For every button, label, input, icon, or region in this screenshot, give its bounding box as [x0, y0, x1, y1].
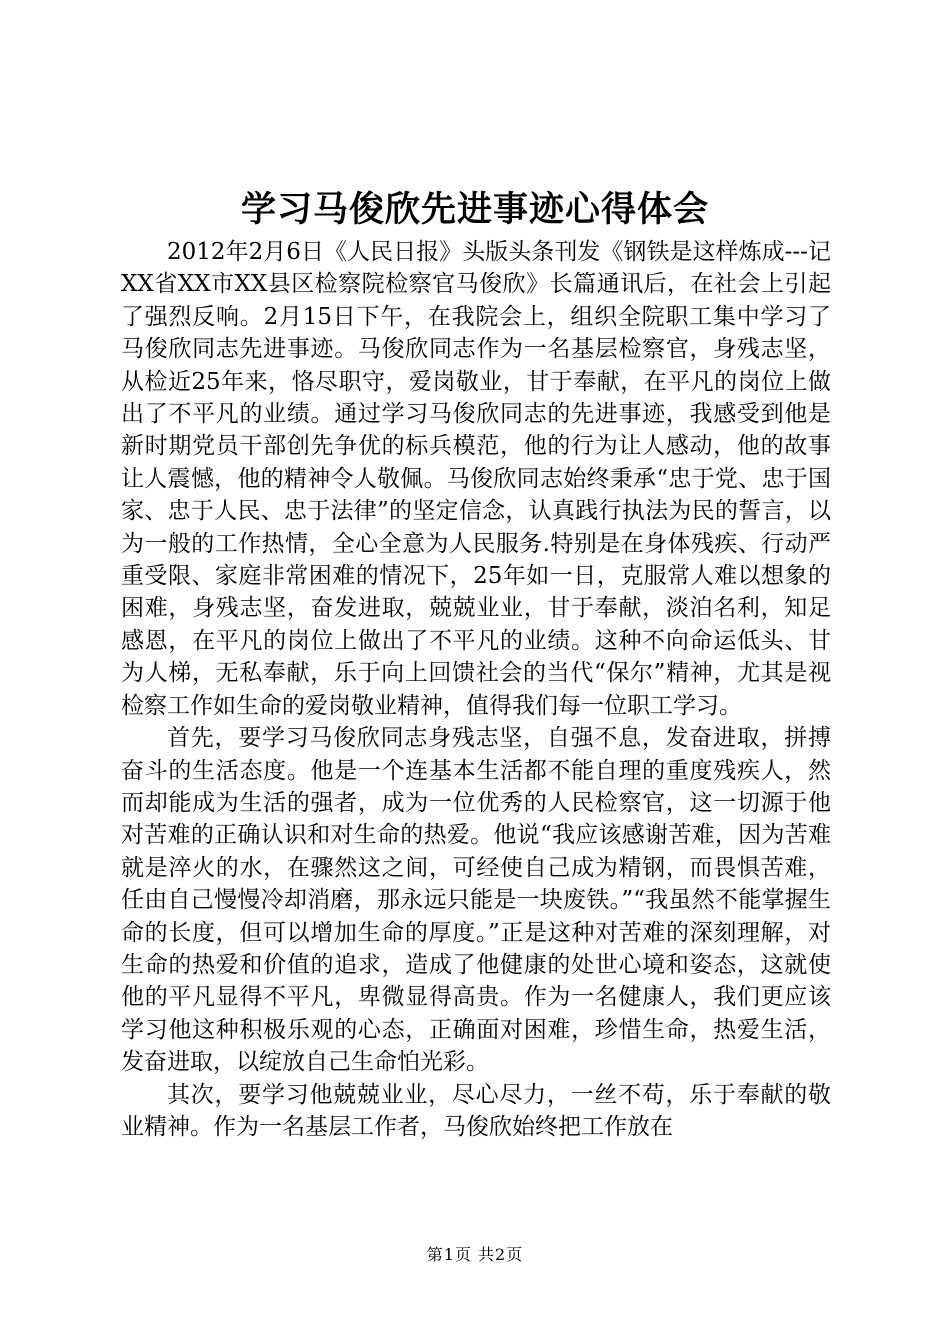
- page-number-footer: 第1页 共2页: [426, 1245, 524, 1264]
- paragraph-1: 2012年2月6日《人民日报》头版头条刊发《钢铁是这样炼成---记XX省XX市XX县区检察院检察官马俊欣》长篇通讯后，在社会上引起了强烈反响。2月15日下午，在我院会上，组织全院职工集中学习了马俊欣同志先进事迹。马俊欣同志作为一名基层检察官，身残志坚，从检近25年来，恪尽职守，爱岗敬业，甘于奉献，在平凡的岗位上做出了不平凡的业绩。通过学习马俊欣同志的先进事迹，我感受到他是新时期党员干部创先争优的标兵模范，他的行为让人感动，他的故事让人震憾，他的精神令人敬佩。马俊欣同志始终秉承“忠于党、忠于国家、忠于人民、忠于法律”的坚定信念，认真践行执法为民的誓言，以为一般的工作热情，全心全意为人民服务.特别是在身体残疾、行动严重受限、家庭非常困难的情况下，25年如一日，克服常人难以想象的困难，身残志坚，奋发进取，兢兢业业，甘于奉献，淡泊名利，知足感恩，在平凡的岗位上做出了不平凡的业绩。这种不向命运低头、甘为人梯，无私奉献，乐于向上回馈社会的当代“保尔”精神，尤其是视检察工作如生命的爱岗敬业精神，值得我们每一位职工学习。: [121, 239, 831, 719]
- paragraph-3: 其次，要学习他兢兢业业，尽心尽力，一丝不苟，乐于奉献的敬业精神。作为一名基层工作者，马俊欣始终把工作放在: [121, 1081, 831, 1140]
- document-body: [121, 236, 831, 1143]
- paragraph-2: 首先，要学习马俊欣同志身残志坚，自强不息，发奋进取，拼搏奋斗的生活态度。他是一个连基本生活都不能自理的重度残疾人，然而却能成为生活的强者，成为一位优秀的人民检察官，这一切源于他对苦难的正确认识和对生命的热爱。他说“我应该感谢苦难，因为苦难就是淬火的水，在骤然这之间，可经使自己成为精钢，而畏惧苦难，任由自己慢慢冷却消磨，那永远只能是一块废铁。”“我虽然不能掌握生命的长度，但可以增加生命的厚度。”正是这种对苦难的深刻理解，对生命的热爱和价值的追求，造成了他健康的处世心境和姿态，这就使他的平凡显得不平凡，卑微显得高贵。作为一名健康人，我们更应该学习他这种积极乐观的心态，正确面对困难，珍惜生命，热爱生活，发奋进取，以绽放自己生命怕光彩。: [121, 725, 831, 1076]
- document-title: 学习马俊欣先进事迹心得体会: [240, 189, 709, 230]
